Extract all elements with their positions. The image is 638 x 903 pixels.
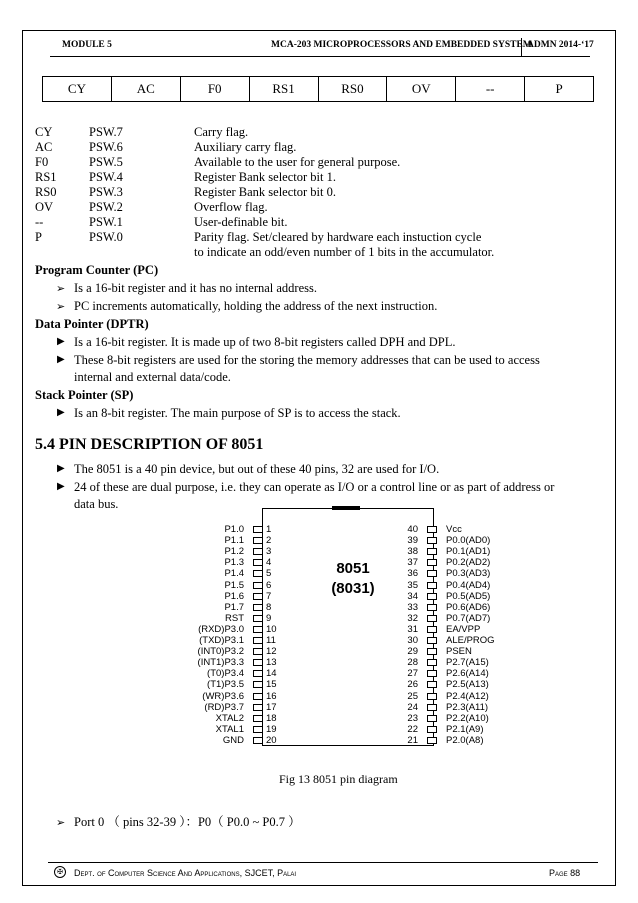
pc-heading: Program Counter (PC)	[35, 263, 159, 277]
pin-pad	[427, 559, 437, 566]
pin-number-right: 36	[407, 568, 418, 580]
bit-reg: PSW.4	[89, 170, 123, 184]
psw-cell: F0	[181, 77, 250, 101]
pin-number-right: 35	[407, 579, 418, 591]
pin-number-right: 30	[407, 635, 418, 646]
pin-pad	[427, 615, 437, 622]
pin-pad	[253, 548, 263, 555]
bit-desc: Carry flag.	[194, 125, 249, 139]
pin-pad	[427, 648, 437, 655]
pin-number-left: 1	[266, 524, 272, 535]
footer-rule	[48, 862, 598, 863]
pin-label-right: P0.6(AD6)	[446, 601, 491, 613]
pin-number-left: 13	[266, 657, 277, 669]
bit-name: CY	[35, 125, 53, 139]
pin-label-right: P0.0(AD0)	[446, 535, 491, 547]
pin-label-right: EA/VPP	[446, 623, 481, 635]
section-item: 24 of these are dual purpose, i.e. they can operate as I/O or a control line or as part of address or	[74, 480, 555, 494]
pin-label-right: Vcc	[446, 524, 462, 535]
pin-pad	[427, 726, 437, 733]
pin-pad	[253, 704, 263, 711]
pc-item: Is a 16-bit register and it has no internal address.	[74, 281, 317, 295]
port0-item: Port 0 （ pins 32-39 ）：P0（ P0.0 ~ P0.7 ）	[74, 815, 301, 829]
pin-label-right: P2.1(A9)	[446, 723, 484, 735]
pin-number-left: 9	[266, 612, 272, 624]
pin-pad	[427, 715, 437, 722]
header-rule	[50, 56, 590, 57]
pin-label-right: P2.4(A12)	[446, 690, 489, 702]
arrow-bullet-icon: ➢	[56, 283, 66, 295]
pin-number-left: 8	[266, 601, 272, 613]
pin-label-right: P2.2(A10)	[446, 712, 489, 724]
pin-label-left: (RD)P3.7	[204, 701, 244, 713]
pin-label-right: P0.5(AD5)	[446, 590, 491, 602]
pin-pad	[253, 559, 263, 566]
pin-pad	[427, 737, 437, 744]
pin-number-right: 26	[407, 679, 418, 691]
pin-label-right: P0.2(AD2)	[446, 557, 491, 569]
pin-label-left: (T0)P3.4	[207, 668, 244, 680]
arrow-bullet-icon: ➢	[56, 301, 66, 313]
pin-number-left: 14	[266, 668, 277, 680]
pin-number-right: 27	[407, 668, 418, 680]
pin-label-left: (RXD)P3.0	[198, 623, 244, 635]
pin-number-right: 22	[407, 723, 418, 735]
header-module: MODULE 5	[62, 40, 112, 50]
pc-item: PC increments automatically, holding the address of the next instruction.	[74, 299, 438, 313]
header-admn: ADMN 2014-‘17	[527, 40, 594, 50]
pin-number-left: 19	[266, 723, 277, 735]
pin-label-left: (WR)P3.6	[202, 690, 244, 702]
psw-cell: CY	[43, 77, 112, 101]
pin-number-right: 25	[407, 690, 418, 702]
psw-cell: RS1	[250, 77, 319, 101]
bit-reg: PSW.5	[89, 155, 123, 169]
pin-number-left: 16	[266, 690, 277, 702]
pin-number-left: 12	[266, 646, 277, 658]
pin-pad	[427, 548, 437, 555]
pin-pad	[253, 626, 263, 633]
triangle-bullet-icon: ▶	[57, 336, 65, 347]
bit-reg: PSW.3	[89, 185, 123, 199]
pin-label-left: (INT0)P3.2	[197, 646, 244, 658]
pin-number-right: 24	[407, 701, 418, 713]
pin-label-left: P1.6	[224, 590, 244, 602]
bit-desc: Register Bank selector bit 1.	[194, 170, 336, 184]
pin-label-left: P1.1	[224, 535, 244, 547]
pin-number-right: 33	[407, 601, 418, 613]
dptr-heading: Data Pointer (DPTR)	[35, 317, 149, 331]
bit-desc-continued: to indicate an odd/even number of 1 bits in the accumulator.	[194, 245, 495, 259]
pin-pad	[427, 704, 437, 711]
triangle-bullet-icon: ▶	[57, 481, 65, 492]
pin-number-right: 29	[407, 646, 418, 658]
pin-number-left: 3	[266, 546, 272, 558]
pin-pad	[427, 681, 437, 688]
pin-label-left: P1.3	[224, 557, 244, 569]
pin-number-left: 17	[266, 701, 277, 713]
pin-label-left: P1.4	[224, 568, 244, 580]
triangle-bullet-icon: ▶	[57, 463, 65, 474]
pin-pad	[253, 670, 263, 677]
header-separator	[521, 38, 522, 56]
pin-number-right: 38	[407, 546, 418, 558]
dptr-item: Is a 16-bit register. It is made up of two 8-bit registers called DPH and DPL.	[74, 335, 456, 349]
pin-label-right: P0.1(AD1)	[446, 546, 491, 558]
pin-label-left: XTAL2	[215, 712, 244, 724]
bit-reg: PSW.2	[89, 200, 123, 214]
pin-pad	[253, 615, 263, 622]
pin-label-right: P0.7(AD7)	[446, 612, 491, 624]
bit-name: OV	[35, 200, 54, 214]
pin-pad	[253, 648, 263, 655]
psw-cell: OV	[387, 77, 456, 101]
college-logo-icon: ✠	[54, 866, 66, 878]
pin-pad	[253, 593, 263, 600]
pin-label-right: P2.0(A8)	[446, 734, 484, 746]
psw-cell: AC	[112, 77, 181, 101]
chip-notch	[332, 506, 360, 510]
pin-label-left: XTAL1	[215, 723, 244, 735]
pin-label-right: ALE/PROG	[446, 635, 495, 646]
bit-reg: PSW.6	[89, 140, 123, 154]
pin-label-left: (T1)P3.5	[207, 679, 244, 691]
pin-number-left: 15	[266, 679, 277, 691]
pin-label-left: RST	[225, 612, 244, 624]
bit-reg: PSW.1	[89, 215, 123, 229]
pin-label-right: P0.3(AD3)	[446, 568, 491, 580]
pin-number-right: 21	[407, 734, 418, 746]
dptr-item-continued: internal and external data/code.	[74, 370, 231, 384]
pin-pad	[427, 604, 437, 611]
footer-dept: Dept. of Computer Science And Applications, SJCET, Palai	[74, 868, 297, 878]
psw-cell: RS0	[319, 77, 388, 101]
arrow-bullet-icon: ➢	[56, 817, 66, 829]
triangle-bullet-icon: ▶	[57, 407, 65, 418]
psw-bit-table	[42, 76, 594, 102]
pin-number-right: 32	[407, 612, 418, 624]
sp-heading: Stack Pointer (SP)	[35, 388, 134, 402]
bit-desc: Overflow flag.	[194, 200, 268, 214]
pin-label-right: P0.4(AD4)	[446, 579, 491, 591]
footer-page: Page 88	[549, 868, 581, 878]
pin-pad	[253, 537, 263, 544]
section-item: The 8051 is a 40 pin device, but out of these 40 pins, 32 are used for I/O.	[74, 462, 440, 476]
bit-reg: PSW.7	[89, 125, 123, 139]
pin-label-left: P1.5	[224, 579, 244, 591]
sp-item: Is an 8-bit register. The main purpose of SP is to access the stack.	[74, 406, 401, 420]
pin-label-right: P2.3(A11)	[446, 701, 489, 713]
pin-pad	[253, 715, 263, 722]
pin-pad	[253, 604, 263, 611]
pin-number-left: 5	[266, 568, 272, 580]
pin-number-right: 37	[407, 557, 418, 569]
pin-label-left: P1.2	[224, 546, 244, 558]
pin-pad	[253, 681, 263, 688]
pin-pad	[427, 637, 437, 644]
pin-number-right: 40	[407, 524, 418, 535]
pin-pad	[253, 726, 263, 733]
bit-name: RS1	[35, 170, 57, 184]
bit-desc: User-definable bit.	[194, 215, 288, 229]
section-item-continued: data bus.	[74, 497, 119, 511]
pin-number-left: 11	[266, 635, 276, 646]
pin-pad	[427, 526, 437, 533]
pin-pad	[253, 693, 263, 700]
figure-caption: Fig 13 8051 pin diagram	[279, 772, 398, 786]
pin-number-left: 2	[266, 535, 272, 547]
bit-name: AC	[35, 140, 53, 154]
pin-number-right: 39	[407, 535, 418, 547]
pin-pad	[253, 582, 263, 589]
bit-desc: Parity flag. Set/cleared by hardware each instuction cycle	[194, 230, 482, 244]
pin-label-left: (INT1)P3.3	[197, 657, 244, 669]
pin-number-right: 28	[407, 657, 418, 669]
pin-pad	[427, 582, 437, 589]
pin-pad	[427, 693, 437, 700]
bit-name: RS0	[35, 185, 57, 199]
pin-label-left: (TXD)P3.1	[199, 635, 244, 646]
pin-label-right: P2.7(A15)	[446, 657, 489, 669]
pin-label-right: PSEN	[446, 646, 472, 658]
pin-number-left: 4	[266, 557, 272, 569]
pin-pad	[253, 659, 263, 666]
pin-pad	[427, 659, 437, 666]
bit-desc: Available to the user for general purpose.	[194, 155, 401, 169]
pin-number-left: 7	[266, 590, 272, 602]
dptr-item: These 8-bit registers are used for the storing the memory addresses that can be used to access	[74, 353, 540, 367]
pin-label-left: GND	[222, 734, 244, 746]
pin-number-right: 34	[407, 590, 418, 602]
pin-pad	[253, 637, 263, 644]
pin-number-left: 18	[266, 712, 277, 724]
bit-name: P	[35, 230, 42, 244]
pin-pad	[427, 570, 437, 577]
pin-pad	[427, 670, 437, 677]
pin-label-left: P1.0	[224, 524, 244, 535]
pin-pad	[253, 737, 263, 744]
pin-pad	[427, 626, 437, 633]
pin-number-left: 10	[266, 623, 277, 635]
section-heading: 5.4 PIN DESCRIPTION OF 8051	[35, 436, 264, 453]
pin-pad	[253, 526, 263, 533]
header-course: MCA-203 MICROPROCESSORS AND EMBEDDED SYSTEM	[271, 40, 532, 50]
pin-number-right: 31	[407, 623, 418, 635]
pin-label-right: P2.6(A14)	[446, 668, 489, 680]
psw-cell: P	[555, 81, 563, 96]
bit-reg: PSW.0	[89, 230, 123, 244]
bit-name: F0	[35, 155, 49, 169]
pin-pad	[253, 570, 263, 577]
pin-number-left: 20	[266, 734, 277, 746]
chip-title: 8051	[336, 560, 370, 577]
bit-name: --	[35, 215, 44, 229]
chip-subtitle: (8031)	[331, 580, 375, 597]
pin-number-left: 6	[266, 579, 272, 591]
pin-label-right: P2.5(A13)	[446, 679, 489, 691]
pin-number-right: 23	[407, 712, 418, 724]
pin-pad	[427, 593, 437, 600]
triangle-bullet-icon: ▶	[57, 354, 65, 365]
psw-cell: --	[456, 77, 525, 101]
bit-desc: Auxiliary carry flag.	[194, 140, 297, 154]
pin-pad	[427, 537, 437, 544]
bit-desc: Register Bank selector bit 0.	[194, 185, 336, 199]
pin-label-left: P1.7	[224, 601, 244, 613]
